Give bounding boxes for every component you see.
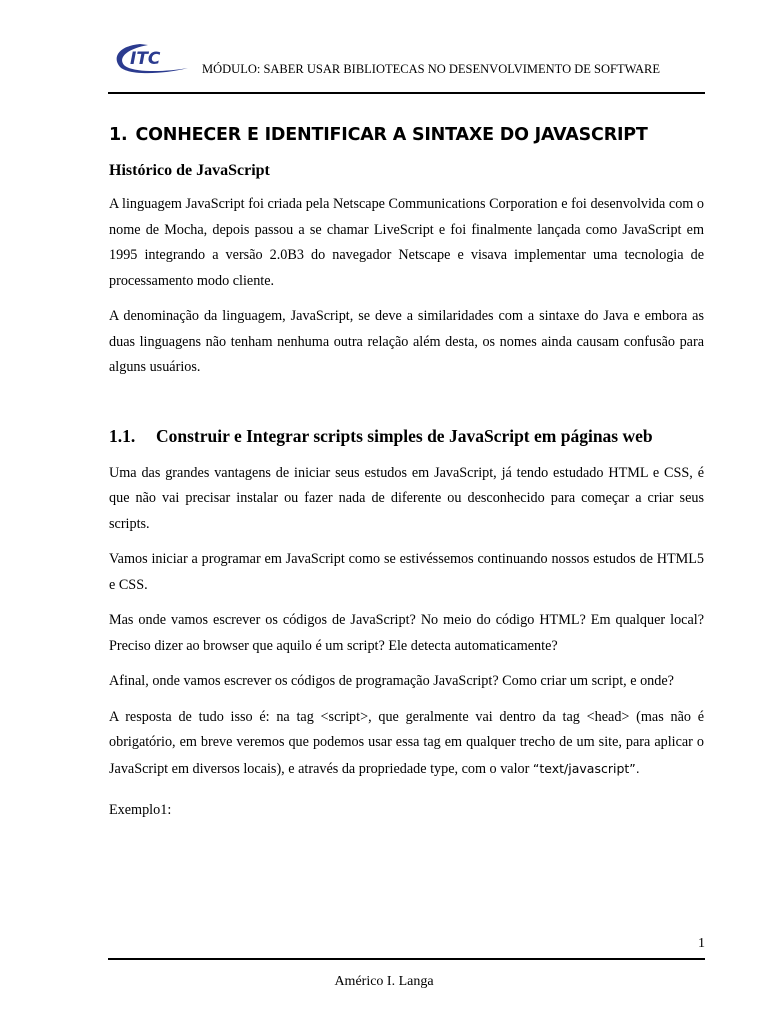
page-number: 1 (698, 936, 705, 951)
paragraph: Afinal, onde vamos escrever os códigos de programação JavaScript? Como criar um script, e onde? (109, 673, 674, 689)
paragraph: Mas onde vamos escrever os códigos de JavaScript? No meio do código HTML? Em qualquer local? Preciso dizer ao browser que aquilo é um script? Ele detecta automaticamente? (109, 612, 704, 654)
subsection-title: Construir e Integrar scripts simples de JavaScript em páginas web (156, 425, 653, 446)
subheading: Histórico de JavaScript (109, 162, 270, 179)
section-number: 1. (109, 125, 128, 145)
module-title: MÓDULO: SABER USAR BIBLIOTECAS NO DESENVOLVIMENTO DE SOFTWARE (202, 62, 661, 76)
paragraph: A linguagem JavaScript foi criada pela Netscape Communications Corporation e foi desenvolvida com o nome de Mocha, depois passou a se chamar LiveScript e foi finalmente lançada como JavaScript em 1995 integrando a versão 2.0B3 do navegador Netscape e visava implementar uma tecnologia de processamento modo cliente. (109, 196, 704, 289)
paragraph: A denominação da linguagem, JavaScript, se deve a similaridades com a sintaxe do Java e embora as duas linguagens não tenham nenhuma outra relação além desta, os nomes ainda causam confusão para alguns usuários. (109, 308, 704, 375)
section-heading (109, 124, 704, 146)
header-divider (108, 92, 705, 94)
subsection-heading (109, 421, 704, 451)
paragraph (109, 705, 704, 783)
paragraph-text: A resposta de tudo isso é: na tag <script>, que geralmente vai dentro da tag <head> (mas não é obrigatório, em breve veremos que podemos usar essa tag em qualquer trecho de um site, para aplicar o JavaScript em diversos locais), e através da propriedade type, com o valor (109, 708, 704, 777)
subsection-number: 1.1. (109, 425, 136, 446)
paragraph: Uma das grandes vantagens de iniciar seus estudos em JavaScript, já tendo estudado HTML e CSS, é que não vai precisar instalar ou fazer nada de diferente ou desconhecido para começar a criar seus scripts. (109, 464, 704, 532)
example-label: Exemplo1: (109, 802, 172, 818)
document-body (109, 118, 704, 824)
logo-text: ITC (130, 49, 161, 69)
footer-divider (108, 958, 705, 960)
code-value: “text/javascript”. (532, 760, 640, 776)
paragraph: Vamos iniciar a programar em JavaScript como se estivéssemos continuando nossos estudos de HTML5 e CSS. (109, 551, 704, 593)
section-title: CONHECER E IDENTIFICAR A SINTAXE DO JAVASCRIPT (135, 125, 648, 145)
footer-author: Américo I. Langa (334, 974, 434, 989)
itc-logo (110, 40, 202, 76)
